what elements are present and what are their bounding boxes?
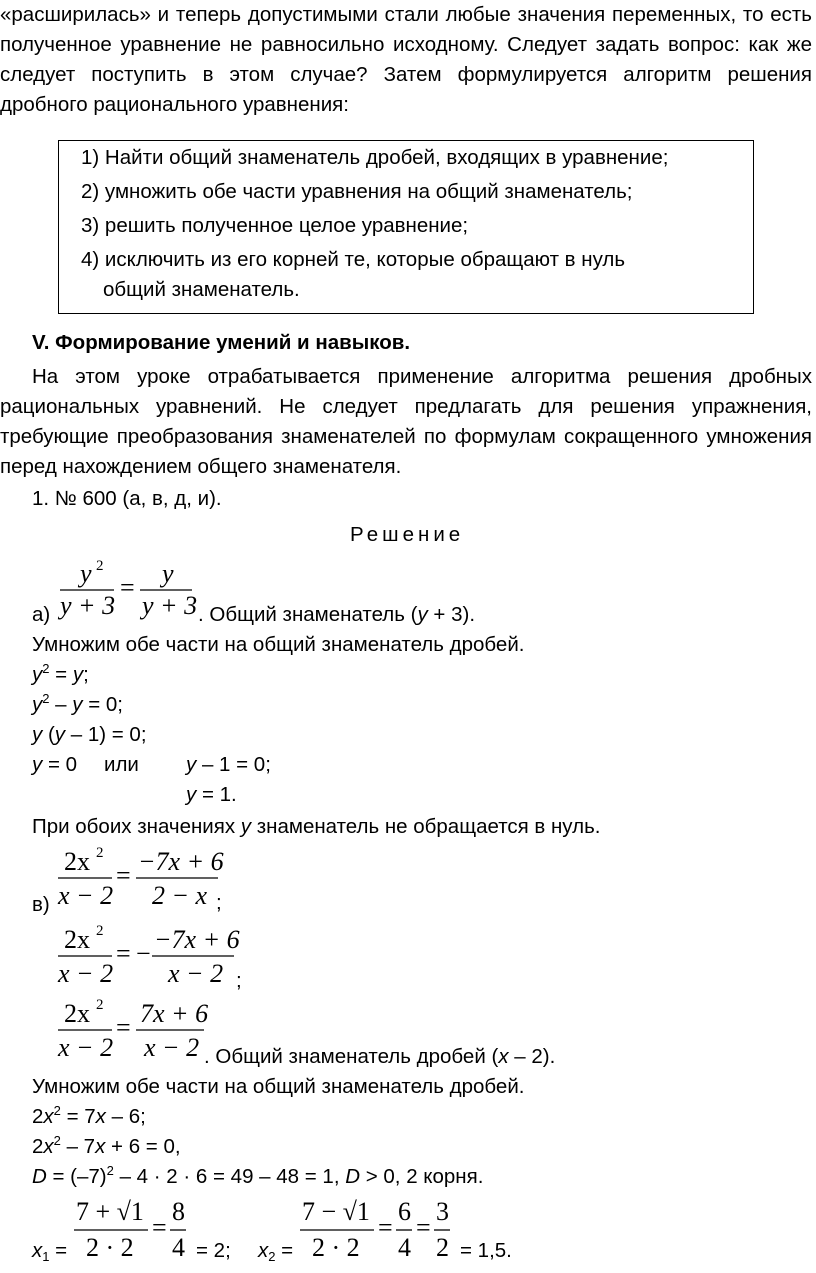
- s4-var: y: [32, 753, 43, 776]
- part-v-common-denominator: [204, 1042, 555, 1072]
- part-a-step-3: [32, 720, 147, 750]
- part-v-semicolon-1: ;: [216, 891, 222, 914]
- x1-num: 7 + √1: [76, 1197, 144, 1226]
- equation-a-svg: [58, 556, 198, 620]
- s2-exp: 2: [42, 691, 50, 706]
- equation-a: [58, 556, 198, 627]
- x2-den: 2 · 2: [312, 1233, 360, 1262]
- eq-a-equals: =: [120, 573, 135, 602]
- d-end: > 0, 2 корня.: [360, 1165, 484, 1188]
- v-s1-exp: 2: [53, 1103, 61, 1118]
- part-a-step-2: [32, 690, 123, 720]
- s4-val2: – 1 = 0;: [196, 753, 271, 776]
- d-exp: 2: [106, 1163, 114, 1178]
- v-s2-a: 2: [32, 1135, 44, 1158]
- equation-v-1-svg: [56, 844, 226, 914]
- x2-label: [258, 1236, 293, 1266]
- v1-rd: 2 − x: [152, 881, 208, 910]
- v2-equals: =: [116, 939, 131, 968]
- s1-end: ;: [83, 663, 89, 686]
- v2-ld: x − 2: [58, 959, 114, 988]
- concl-post: знаменатель не обращается в нуль.: [251, 815, 601, 838]
- x2-den2: 4: [398, 1233, 411, 1262]
- x1-den2: 4: [172, 1233, 185, 1262]
- v-s1-var: x: [43, 1105, 54, 1128]
- v1-ln-coef: [64, 847, 90, 876]
- s5-var: y: [186, 783, 197, 806]
- v-s1-var2: x: [95, 1105, 106, 1128]
- x1-num2: 8: [172, 1197, 185, 1226]
- v-s2-var2: x: [95, 1135, 106, 1158]
- v-s2-var: x: [43, 1135, 54, 1158]
- v-cd-post: – 2).: [508, 1045, 556, 1068]
- d-mid: = (–7): [46, 1165, 107, 1188]
- x2-num: 7 − √1: [302, 1197, 370, 1226]
- part-a-cd-post: + 3).: [427, 603, 476, 626]
- s3-var: y: [32, 723, 43, 746]
- part-a-label: а): [32, 603, 51, 626]
- part-a-step-1: [32, 660, 89, 690]
- intro-paragraph: «расширилась» и теперь допустимыми стали любые значения переменных, то есть полученное уравнение не равносильно исходному. Следует задать вопрос: как же следует поступить в этом случае? Затем формулируется алгоритм решения дробного рационального уравнения:: [0, 3, 812, 116]
- x1-sub: 1: [42, 1249, 50, 1264]
- equation-v-2: [56, 922, 246, 999]
- section-heading: V. Формирование умений и навыков.: [32, 331, 411, 354]
- v-s1-a: 2: [32, 1105, 44, 1128]
- s2-mid: –: [49, 693, 73, 716]
- v2-ln-exp: 2: [96, 923, 104, 939]
- algorithm-box: [58, 140, 754, 314]
- s3-end: – 1) = 0;: [65, 723, 147, 746]
- v3-ln-exp: 2: [96, 997, 104, 1013]
- x2-fraction: [300, 1196, 456, 1273]
- x1-var: x: [32, 1239, 43, 1262]
- equation-v-3: [56, 996, 216, 1073]
- s4-val: = 0: [42, 753, 78, 776]
- part-a-cd-var: y: [417, 603, 428, 626]
- x2-var: x: [258, 1239, 269, 1262]
- v2-ln: 2x: [64, 925, 90, 954]
- equation-v-3-svg: [56, 996, 216, 1066]
- x2-result: = 1,5.: [460, 1239, 512, 1262]
- algorithm-step-1: 1) Найти общий знаменатель дробей, входящих в уравнение;: [81, 146, 669, 169]
- part-a-step-4-left: [32, 750, 77, 780]
- v1-equals: =: [116, 861, 131, 890]
- exercise-title: 1. № 600 (а, в, д, и).: [32, 487, 222, 510]
- s1-exp: 2: [42, 661, 50, 676]
- v-s2-c: + 6 = 0,: [105, 1135, 181, 1158]
- part-v-discriminant: [32, 1162, 483, 1192]
- v2-rn: −7x + 6: [154, 925, 240, 954]
- part-v-step-1: [32, 1102, 146, 1132]
- section-paragraph: На этом уроке отрабатывается применение алгоритма решения дробных рациональных уравнений. Не следует предлагать для решения упражнения, требующие преобразования знаменателей по формулам сокращенного умножения перед нахождением общего знаменателя.: [0, 365, 812, 478]
- s2-end: = 0;: [82, 693, 123, 716]
- s3-var2: y: [54, 723, 66, 746]
- x2-den3: 2: [436, 1233, 449, 1262]
- part-a-common-denominator: [198, 600, 475, 630]
- v2-rd: x − 2: [168, 959, 224, 988]
- v-s2-b: – 7: [60, 1135, 96, 1158]
- equation-v-2-svg: [56, 922, 246, 992]
- s1-var: y: [32, 663, 43, 686]
- x2-sub: 2: [268, 1249, 276, 1264]
- s2-var2: y: [72, 693, 83, 716]
- x1-den: 2 · 2: [86, 1233, 134, 1262]
- eq-a-right-den: y + 3: [142, 591, 198, 620]
- v3-equals: =: [116, 1013, 131, 1042]
- v-cd-var: x: [498, 1045, 509, 1068]
- part-v-semicolon-2: ;: [236, 969, 242, 992]
- v-s2-exp: 2: [53, 1133, 61, 1148]
- algorithm-step-2: 2) умножить обе части уравнения на общий знаменатель;: [81, 180, 633, 203]
- s1-var2: y: [72, 663, 84, 686]
- x2-eq: =: [275, 1239, 294, 1262]
- v3-rn: 7x + 6: [140, 999, 209, 1028]
- x2-num2: 6: [398, 1197, 411, 1226]
- x2-equals-2: =: [416, 1213, 431, 1242]
- v-s1-c: – 6;: [105, 1105, 146, 1128]
- s3-mid: (: [42, 723, 55, 746]
- eq-a-left-num: y: [80, 559, 92, 588]
- d-rest: – 4 · 2 · 6 = 49 – 48 = 1,: [113, 1165, 346, 1188]
- v1-ln: 2x: [64, 847, 90, 876]
- x1-fraction: [74, 1196, 190, 1273]
- algorithm-step-4: 4) исключить из его корней те, которые обращают в нуль: [81, 248, 626, 271]
- algorithm-step-3: 3) решить полученное целое уравнение;: [81, 214, 469, 237]
- s2-var: y: [32, 693, 43, 716]
- s4-var2: y: [186, 753, 197, 776]
- v-s1-b: = 7: [60, 1105, 96, 1128]
- x2-fraction-svg: [300, 1196, 456, 1266]
- v1-ld: x − 2: [58, 881, 114, 910]
- part-a-multiply: Умножим обе части на общий знаменатель дробей.: [32, 633, 525, 656]
- v1-ln-exp: 2: [96, 845, 104, 861]
- eq-a-right-num: y: [162, 559, 174, 588]
- part-v-label: в): [32, 893, 50, 916]
- v1-rn: −7x + 6: [138, 847, 224, 876]
- concl-pre: При обоих значениях: [32, 815, 241, 838]
- s1-eq: =: [49, 663, 73, 686]
- v3-ld: x − 2: [58, 1033, 114, 1062]
- equation-v-1: [56, 844, 226, 921]
- part-a-step-5: [186, 780, 237, 810]
- x1-fraction-svg: [74, 1196, 190, 1266]
- part-a-cd-pre: . Общий знаменатель (: [198, 603, 418, 626]
- s5-val: = 1.: [196, 783, 237, 806]
- x1-eq: =: [49, 1239, 68, 1262]
- eq-a-left-den: y + 3: [60, 591, 116, 620]
- v3-rd: x − 2: [144, 1033, 200, 1062]
- x2-equals: =: [378, 1213, 393, 1242]
- part-v-multiply: Умножим обе части на общий знаменатель дробей.: [32, 1075, 525, 1098]
- d-var2: D: [345, 1165, 361, 1188]
- eq-a-left-num-exp: 2: [96, 558, 104, 574]
- v2-sign: −: [136, 939, 151, 968]
- part-v-step-2: [32, 1132, 181, 1162]
- part-a-step-4-right: [186, 750, 271, 780]
- algorithm-step-4-cont: общий знаменатель.: [103, 278, 300, 301]
- d-var: D: [32, 1165, 47, 1188]
- x1-equals: =: [152, 1213, 167, 1242]
- solution-label: Решение: [350, 523, 465, 546]
- concl-var: y: [240, 815, 252, 838]
- x1-label: [32, 1236, 67, 1266]
- x2-num3: 3: [436, 1197, 449, 1226]
- x1-result: = 2;: [196, 1239, 231, 1262]
- v-cd-pre: . Общий знаменатель дробей (: [204, 1045, 499, 1068]
- part-a-conclusion: [32, 812, 600, 842]
- part-a-or: или: [104, 753, 139, 776]
- v3-ln: 2x: [64, 999, 90, 1028]
